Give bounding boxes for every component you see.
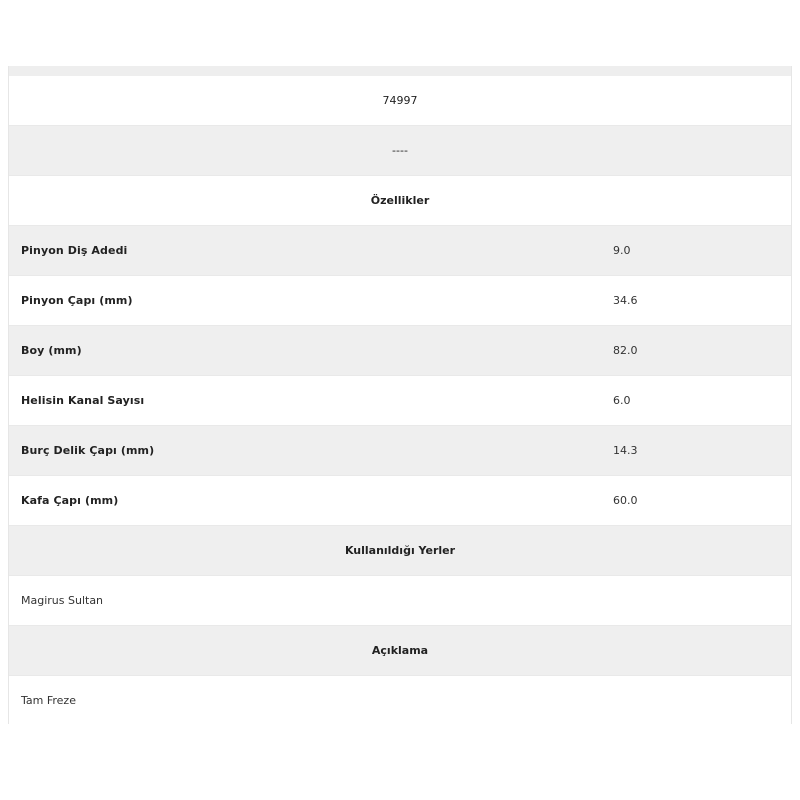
feature-label: Pinyon Diş Adedi: [21, 244, 128, 257]
table-row: [9, 476, 791, 526]
usage-text: Magirus Sultan: [21, 594, 104, 607]
table-row: [9, 276, 791, 326]
table-row: [9, 376, 791, 426]
table-row: [9, 326, 791, 376]
features-heading: Özellikler: [370, 194, 430, 207]
product-spec-table: [8, 66, 792, 724]
table-row: [9, 226, 791, 276]
product-code-row: [9, 76, 791, 126]
usage-heading-row: [9, 526, 791, 576]
feature-label: Kafa Çapı (mm): [21, 494, 119, 507]
feature-label: Helisin Kanal Sayısı: [21, 394, 145, 407]
description-row: [9, 676, 791, 724]
description-text: Tam Freze: [21, 693, 76, 707]
feature-value: 34.6: [613, 294, 638, 307]
feature-value: 60.0: [613, 494, 638, 507]
feature-value: 6.0: [613, 394, 631, 407]
description-heading: Açıklama: [371, 644, 429, 657]
table-row: [9, 426, 791, 476]
usage-row: [9, 576, 791, 626]
feature-value: 9.0: [613, 244, 631, 257]
description-heading-row: [9, 626, 791, 676]
table-top-strip: [9, 66, 791, 76]
placeholder-text: ----: [392, 144, 408, 157]
usage-heading: Kullanıldığı Yerler: [344, 544, 456, 557]
features-heading-row: [9, 176, 791, 226]
placeholder-row: [9, 126, 791, 176]
feature-value: 82.0: [613, 344, 638, 357]
feature-value: 14.3: [613, 444, 638, 457]
feature-label: Boy (mm): [21, 344, 82, 357]
product-code: 74997: [382, 94, 418, 107]
feature-label: Pinyon Çapı (mm): [21, 294, 133, 307]
feature-label: Burç Delik Çapı (mm): [21, 444, 155, 457]
